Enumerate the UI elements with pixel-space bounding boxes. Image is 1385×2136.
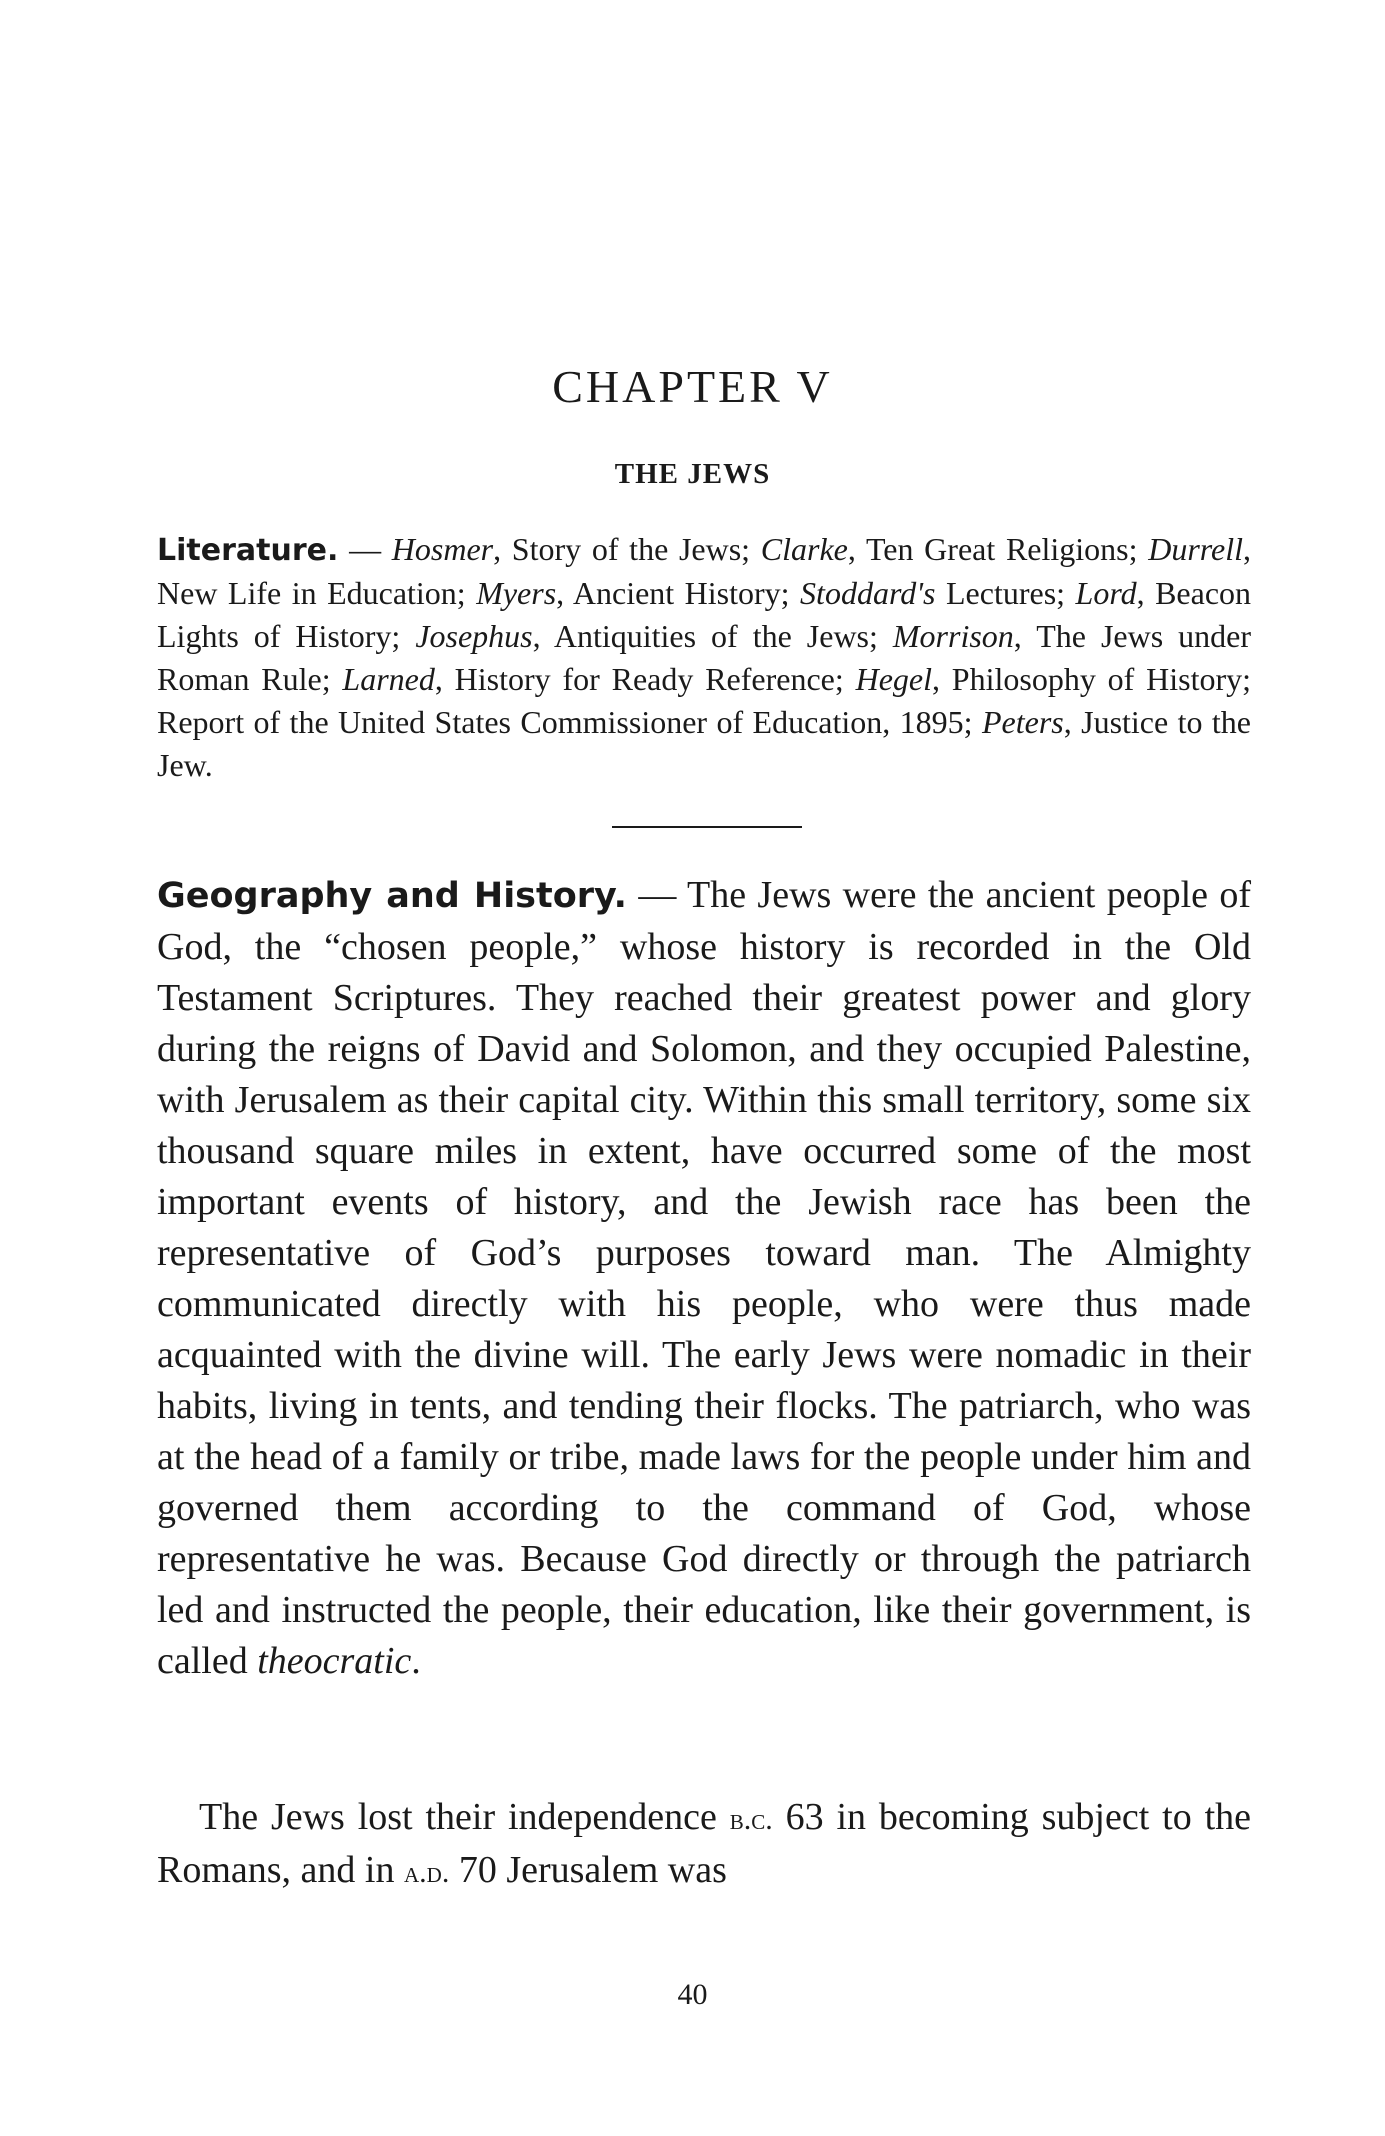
reference-title: , History for Ready Reference; xyxy=(434,661,856,697)
reference-author: Hosmer xyxy=(391,531,494,567)
literature-list xyxy=(157,528,1251,787)
reference-title: , Beacon Lights of History; xyxy=(157,575,1252,654)
section-divider xyxy=(612,826,802,828)
section-title: THE JEWS xyxy=(614,458,771,490)
paragraph-independence xyxy=(157,1792,1251,1898)
paragraph-text-part: 63 in becoming subject to the Romans, and in xyxy=(157,1796,1252,1891)
reference-title: , Ancient History; xyxy=(556,575,801,611)
reference-author: Lord xyxy=(1075,575,1137,611)
reference-title: , Ten Great Religions; xyxy=(847,531,1149,567)
chapter-title: CHAPTER V xyxy=(552,361,833,412)
reference-title: , Philosophy of History; Report of the United States Commissioner of Education, 1895; xyxy=(157,661,1252,740)
reference-author: Morrison xyxy=(892,618,1014,654)
reference-title: , Antiquities of the Jews; xyxy=(532,618,893,654)
reference-title: , Justice to the Jew. xyxy=(157,704,1252,783)
paragraph-text-part: The Jews lost their independence xyxy=(199,1796,730,1838)
reference-title: Lectures; xyxy=(935,575,1076,611)
reference-author: Larned xyxy=(342,661,435,697)
paragraph-text-part: 70 Jerusalem was xyxy=(449,1849,727,1891)
paragraph-heading: Geography and History. xyxy=(157,876,627,916)
paragraph-end: . xyxy=(411,1640,421,1682)
reference-author: Clarke xyxy=(760,531,848,567)
emphasis-theocratic: theocratic xyxy=(257,1640,412,1682)
literature-label: Literature. xyxy=(157,533,339,568)
reference-author: Josephus xyxy=(415,618,533,654)
literature-references xyxy=(157,531,1251,783)
reference-title: , Story of the Jews; xyxy=(493,531,761,567)
reference-author: Myers xyxy=(476,575,557,611)
era-bc: b.c. xyxy=(729,1803,773,1836)
reference-author: Hegel xyxy=(855,661,932,697)
paragraph-text: The Jews were the ancient people of God, the “chosen people,” whose history is recorded in the Old Testament Scriptures. They reached their greatest power and glory during the reigns of David and Solomon, and they occupied Palestine, with Jerusalem as their capital city. Within this small territory, some six thousand square miles in extent, have occurred some of the most important events of history, and the Jewish race has been the representative of God’s purposes toward man. The Almighty communicated directly with his people, who were thus made acquainted with the divine will. The early Jews were nomadic in their habits, living in tents, and tending their flocks. The patriarch, who was at the head of a family or tribe, made laws for the people under him and governed them according to the command of God, whose representative he was. Because God directly or through the patriarch led and instructed the people, their education, like their government, is called xyxy=(157,874,1252,1682)
era-ad: a.d. xyxy=(403,1856,450,1889)
paragraph-dash: — xyxy=(626,874,687,916)
page-number: 40 xyxy=(677,1978,708,2011)
reference-author: Peters xyxy=(981,704,1064,740)
paragraph-geography-history xyxy=(157,870,1251,1687)
reference-title: , The Jews under Roman Rule; xyxy=(157,618,1252,697)
literature-dash: — xyxy=(338,531,392,567)
reference-title: , New Life in Education; xyxy=(157,531,1252,611)
reference-author: Durrell xyxy=(1148,531,1244,567)
reference-author: Stoddard's xyxy=(800,575,936,611)
